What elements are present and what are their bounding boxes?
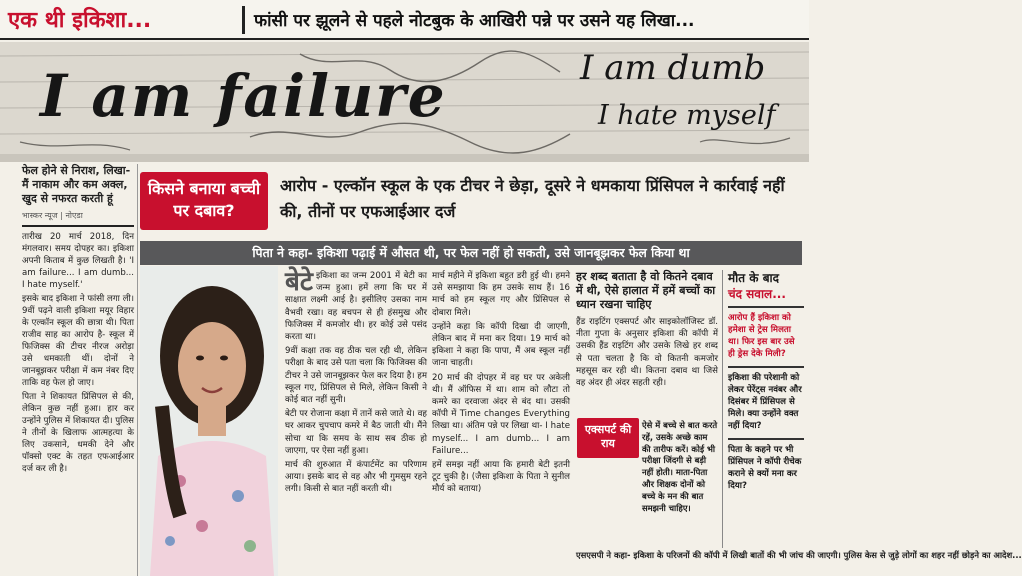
article-paragraph: उन्होंने कहा कि कॉपी दिखा दी जाएगी, लेकिन बाद में मना कर दिया। 19 मार्च को इकिशा ने कहा कि पापा, मैं अब स्कूल नहीं जाना चाहती। bbox=[432, 321, 570, 369]
article-paragraph: बेटी पर रोजाना कक्षा में तानें कसे जाते थे। वह घर आकर चुपचाप कमरे में बैठ जाती थी। मैंने सोचा था कि समय के साथ सब ठीक हो जाएगा, पर ऐसा नहीं हुआ। bbox=[285, 409, 427, 456]
father-quote-banner: पिता ने कहा- इकिशा पढ़ाई में औसत थी, पर फेल नहीं हो सकती, उसे जानबूझकर फेल किया था bbox=[140, 241, 802, 265]
footer-note: एसएसपी ने कहा- इकिशा के परिजनों की कॉपी में लिखी बातों की भी जांच की जाएगी। पुलिस केस से जुड़े लोगों का शहर नहीं छोड़ने का आदेश... bbox=[576, 550, 1022, 560]
left-paragraph: पिता ने शिकायत प्रिंसिपल से की, लेकिन कुछ नहीं हुआ। हार कर उन्होंने पुलिस में शिकायत दी। पुलिस ने तीनों के खिलाफ आत्महत्या के लिए उकसाने, धमकी देने और पॉक्सो एक्ट के तहत एफआईआर दर्ज कर ली है। bbox=[22, 392, 134, 474]
header-strip bbox=[0, 0, 809, 40]
article-paragraph: मार्च की शुरुआत में कंपार्टमेंट का परिणाम आया। इसके बाद से वह और भी गुमसुम रहने लगी। किसी से बात नहीं करती थी। bbox=[285, 460, 427, 495]
ikisha-photo bbox=[140, 266, 278, 576]
dropcap: बेटे bbox=[285, 267, 313, 297]
left-column bbox=[22, 164, 134, 576]
story-kicker: एक थी इकिशा... bbox=[8, 8, 152, 33]
article-column-2 bbox=[285, 267, 427, 576]
questions-sidebar bbox=[722, 270, 804, 548]
left-body-text bbox=[22, 231, 134, 475]
byline-credit: भास्कर न्यूज | नोएडा bbox=[22, 211, 83, 220]
left-pull-quote: फेल होने से निराश, लिखा- मैं नाकाम और कम अक्ल, खुद से नफरत करती हूं bbox=[22, 164, 131, 205]
note-i-am-dumb: I am dumb bbox=[580, 48, 766, 88]
left-paragraph: इसके बाद इकिशा ने फांसी लगा ली। 9वीं पढ़ने वाली इकिशा मयूर विहार के एल्कॉन स्कूल की छात्रा थी। पिता राजीव साह का आरोप है- स्कूल में फिजिक्स की टीचर नीरज अरोड़ा उसे धमकाती थीं। दोनों ने जानबूझकर परीक्षा में कम नंबर दिए ताकि वह फेल हो जाए। bbox=[22, 294, 134, 388]
left-paragraph: तारीख 20 मार्च 2018, दिन मंगलवार। समय दोपहर का। इकिशा अपनी किताब में कुछ लिखती है। 'I am failure... I am dumb... I hate myself.' bbox=[22, 232, 134, 290]
note-i-am-failure: I am failure bbox=[40, 62, 447, 130]
article-paragraph: हमें समझ नहीं आया कि हमारी बेटी इतनी टूट चुकी है। (जैसा इकिशा के पिता ने सुनील मौर्य को बताया) bbox=[432, 460, 570, 495]
notebook-page-photo bbox=[0, 42, 809, 162]
column-rule bbox=[137, 164, 138, 576]
sidebar-title: मौत के बाद bbox=[728, 271, 780, 285]
article-column-3 bbox=[432, 270, 570, 576]
article-paragraph: 9वीं कक्षा तक वह ठीक चल रही थी, लेकिन परीक्षा के बाद उसे पता चला कि फिजिक्स की टीचर ने उसे जानबूझकर फेल कर दिया है। हम स्कूल गए, प्रिंसिपल से मिले, लेकिन किसी ने कोई बात नहीं सुनी। bbox=[285, 346, 427, 406]
article-paragraph: हैंड राइटिंग एक्सपर्ट और साइकोलॉजिस्ट डॉ. नीता गुप्ता के अनुसार इकिशा की कॉपी में उसकी हैंड राइटिंग और उसके लिखे हर शब्द से पता चलता है कि वो कितनी कमजोर महसूस कर रही थी। कितना दबाव था जिसे वह अंदर ही अंदर सहती रही। bbox=[576, 317, 718, 389]
article-paragraph: इकिशा का जन्म 2001 में बेटी का जन्म हुआ। हमें लगा कि घर में साक्षात लक्ष्मी आई है। इसीलिए उसका नाम वैभवी रखा। वह बचपन से ही हंसमुख और फिजिक्स में कमजोर थी। हर कोई उसे पसंद करता था। bbox=[285, 271, 427, 343]
expert-section-heading: हर शब्द बताता है वो कितने दबाव में थी, ऐसे हालात में हमें बच्चों का ध्यान रखना चाहिए bbox=[576, 270, 716, 311]
left-divider bbox=[22, 225, 134, 227]
accusation-headline: आरोप - एल्कॉन स्कूल के एक टीचर ने छेड़ा, दूसरे ने धमकाया प्रिंसिपल ने कार्रवाई नहीं की, तीनों पर एफआईआर दर्ज bbox=[280, 176, 785, 221]
expert-opinion-label: एक्सपर्ट की राय bbox=[577, 418, 639, 458]
sidebar-question: इकिशा की परेशानी को लेकर पेरेंट्स नवंबर और दिसंबर में प्रिंसिपल से मिले। क्या उन्होंने वक्त नहीं दिया? bbox=[728, 366, 804, 432]
note-i-hate-myself: I hate myself bbox=[598, 100, 776, 131]
expert-opinion-text: ऐसे में बच्चे से बात करते रहें, उसके अच्छे काम की तारीफ करें। कोई भी परीक्षा जिंदगी से बड़ी नहीं होती। माता-पिता और शिक्षक दोनों को बच्चे के मन की बात समझनी चाहिए। bbox=[642, 420, 718, 513]
sidebar-question: आरोप हैं इकिशा को हमेशा से ट्रेस मिलता था। फिर इस बार उसे ही ड्रेस देके मिली? bbox=[728, 306, 804, 360]
sidebar-question: पिता के कहने पर भी प्रिंसिपल ने कॉपी रीचेक कराने से क्यों मना कर दिया? bbox=[728, 438, 804, 492]
article-paragraph: 20 मार्च की दोपहर में वह घर पर अकेली थी। मैं ऑफिस में था। शाम को लौटा तो कमरे का दरवाजा अंदर से बंद था। उसकी कॉपी में Time changes Everything लिखा था। अंतिम पन्ने पर लिखा था- I hate myself... I am dumb... I am Failure... bbox=[432, 372, 570, 456]
main-headline: फांसी पर झूलने से पहले नोटबुक के आखिरी पन्ने पर उसने यह लिखा... bbox=[254, 11, 695, 31]
accusation-question-box: किसने बनाया बच्ची पर दबाव? bbox=[140, 172, 268, 230]
sidebar-subtitle: चंद सवाल... bbox=[728, 287, 786, 301]
article-paragraph: मार्च महीने में इकिशा बहुत डरी हुई थी। हमने उसे समझाया कि हम उसके साथ हैं। 16 मार्च को हम स्कूल गए और प्रिंसिपल से दोबारा मिले। bbox=[432, 271, 570, 318]
portrait-illustration bbox=[140, 266, 278, 576]
header-divider bbox=[242, 6, 245, 34]
